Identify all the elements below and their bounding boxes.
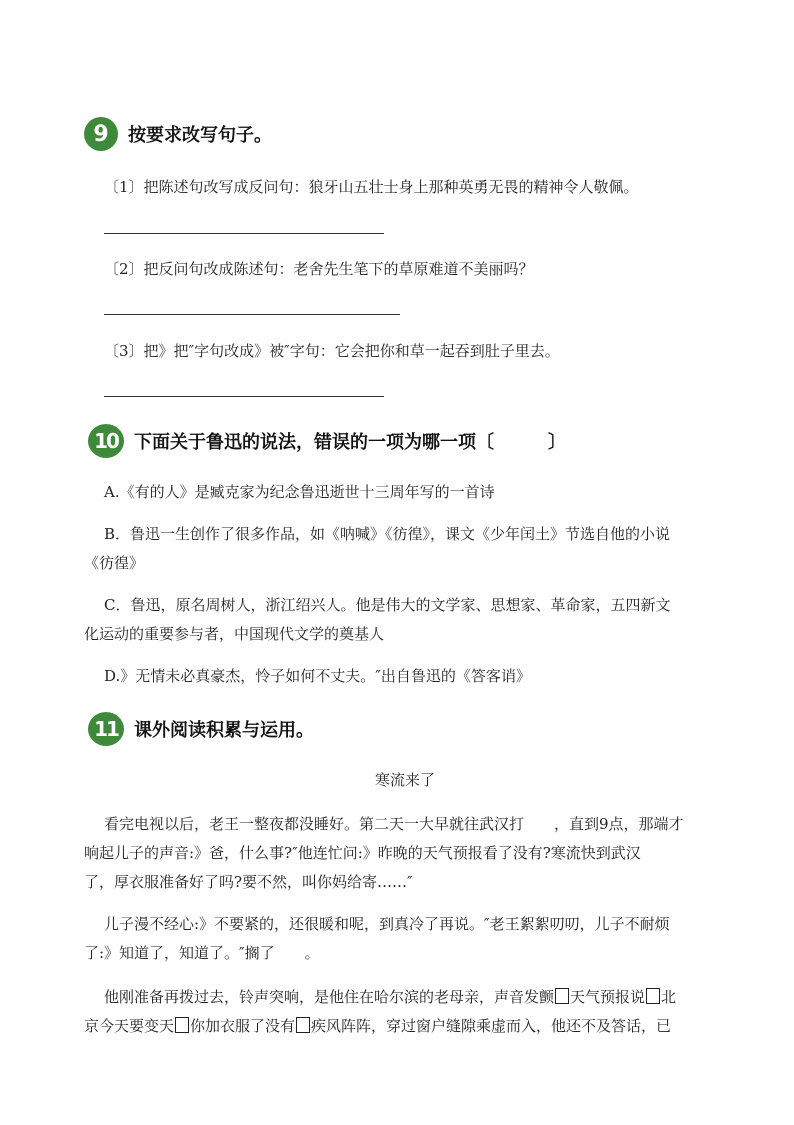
text-segment: 北 bbox=[661, 988, 677, 1006]
answer-blank[interactable] bbox=[104, 396, 384, 397]
q9-item-3: 〔3〕把》把″字句改成》被″字句：它会把你和草一起吞到肚子里去。 bbox=[104, 342, 560, 360]
paragraph-2-line-1: 儿子漫不经心:》不要紧的，还很暖和呢，到真冷了再说。″老王絮絮叨叨，儿子不耐烦 bbox=[104, 915, 670, 933]
option-c-line-1: C．鲁迅，原名周树人，浙江绍兴人。他是伟大的文学家、思想家、革命家，五四新文 bbox=[104, 596, 671, 614]
question-10-header bbox=[88, 424, 566, 458]
question-title: 按要求改写句子。 bbox=[128, 125, 272, 146]
option-b-line-1: B．鲁迅一生创作了很多作品，如《呐喊》《彷徨》，课文《少年闰土》节选自他的小说 bbox=[104, 525, 671, 543]
paragraph-3-line-1 bbox=[104, 983, 676, 1012]
question-number-badge: 9 bbox=[84, 117, 118, 151]
question-9-header bbox=[84, 117, 272, 151]
question-11-header bbox=[88, 712, 314, 746]
option-c-line-2: 化运动的重要参与者，中国现代文学的奠基人 bbox=[84, 625, 385, 643]
text-segment: 你加衣服了没有 bbox=[190, 1017, 296, 1035]
answer-blank[interactable] bbox=[104, 314, 400, 315]
blank-box[interactable] bbox=[646, 988, 660, 1004]
text-segment: 疾风阵阵，穿过窗户缝隙乘虚而入，他还不及答话，已 bbox=[311, 1017, 672, 1035]
blank-box[interactable] bbox=[175, 1017, 189, 1033]
question-title: 下面关于鲁迅的说法，错误的一项为哪一项〔 〕 bbox=[134, 432, 566, 453]
blank-box[interactable] bbox=[296, 1017, 310, 1033]
question-number-badge: 11 bbox=[88, 712, 124, 746]
blank-box[interactable] bbox=[555, 988, 569, 1004]
option-d: D.》无情未必真豪杰，怜子如何不丈夫。″出自鲁迅的《答客诮》 bbox=[104, 667, 531, 685]
question-title: 课外阅读积累与运用。 bbox=[134, 720, 314, 741]
option-a: A.《有的人》是臧克家为纪念鲁迅逝世十三周年写的一首诗 bbox=[104, 483, 495, 501]
q9-item-2: 〔2〕把反问句改成陈述句：老舍先生笔下的草原难道不美丽吗？ bbox=[104, 260, 534, 278]
q9-item-1: 〔1〕把陈述句改写成反问句：狼牙山五壮士身上那种英勇无畏的精神令人敬佩。 bbox=[104, 178, 639, 196]
paragraph-1-line-3: 了，厚衣服准备好了吗?要不然，叫你妈给寄……″ bbox=[84, 873, 413, 891]
text-segment: 天气预报说 bbox=[570, 988, 646, 1006]
text-segment: 京今天要变天 bbox=[84, 1017, 175, 1035]
passage-title: 寒流来了 bbox=[375, 771, 436, 789]
answer-blank[interactable] bbox=[104, 233, 384, 234]
question-number-badge: 10 bbox=[88, 424, 124, 458]
option-b-line-2: 《彷徨》 bbox=[84, 554, 145, 572]
paragraph-2-line-2: 了:》知道了，知道了。″搁了 。 bbox=[84, 944, 320, 962]
paragraph-1-line-1: 看完电视以后，老王一整夜都没睡好。第二天一大早就往武汉打 ，直到9点，那端才 bbox=[104, 815, 684, 833]
text-segment: 他刚准备再拨过去，铃声突响，是他住在哈尔滨的老母亲，声音发颤 bbox=[104, 988, 555, 1006]
paragraph-3-line-2 bbox=[84, 1012, 671, 1041]
paragraph-1-line-2: 响起儿子的声音:》爸，什么事?″他连忙问:》昨晚的天气预报看了没有?寒流快到武汉 bbox=[84, 844, 641, 862]
